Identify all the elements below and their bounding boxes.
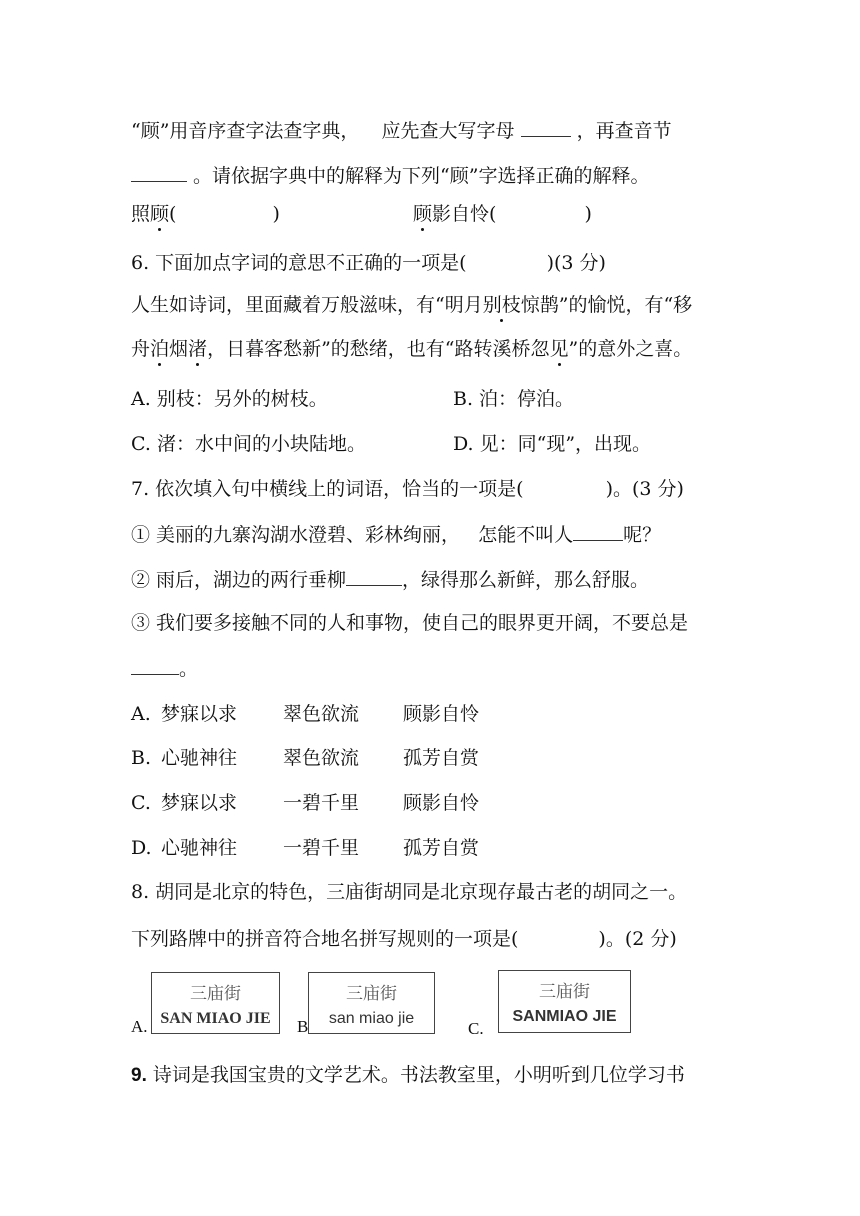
road-sign-b[interactable] (308, 972, 435, 1034)
question-score: )。(2 分) (598, 928, 677, 950)
sentence-text: 呢？ (623, 524, 662, 546)
option-word: 心驰神往 (161, 747, 238, 769)
option-word: 顾影自怜 (403, 792, 480, 814)
passage-text: 烟 (169, 338, 189, 360)
dotted-char: 泊 (150, 338, 170, 360)
option-word: 梦寐以求 (161, 703, 238, 725)
question-score: )(3 分) (546, 252, 606, 274)
paren-close: ) (272, 203, 280, 225)
paren-open: ( (169, 203, 177, 225)
option-word: 孤芳自赏 (403, 747, 480, 769)
option-word: 翠色欲流 (283, 703, 360, 725)
sign-chinese: 三庙街 (539, 982, 590, 1002)
passage-text: 人生如诗词，里面藏着万般滋味，有“明月 (131, 294, 483, 316)
sentence-text: ① 美丽的九寨沟湖水澄碧、彩林绚丽， (131, 524, 461, 546)
passage-text: ，日暮客愁新”的愁绪，也有“路转溪桥忽 (207, 338, 550, 360)
q5-line2 (131, 163, 649, 188)
q8-line2 (131, 927, 677, 951)
q6-option-a[interactable]: A. 别枝：另外的树枝。 (131, 388, 328, 410)
question-score: )。(3 分) (605, 478, 684, 500)
question-number: 9. (131, 1065, 147, 1086)
q7-option-c[interactable] (131, 791, 479, 815)
question-stem: 7. 依次填入句中横线上的词语，恰当的一项是( (131, 478, 524, 500)
dotted-char: 顾 (150, 203, 170, 225)
q5-text: 应先查大写字母 (381, 120, 515, 142)
sentence-text: 怎能不叫人 (478, 524, 574, 546)
option-letter: A. (131, 703, 151, 725)
q5-text: ，再查音节 (576, 120, 672, 142)
road-sign-a[interactable] (151, 972, 280, 1034)
q7-sentence-1 (131, 522, 661, 547)
dotted-char: 见 (549, 338, 569, 360)
q8-option-a-letter: A. (131, 1017, 148, 1036)
q5-text: 影自怜( (432, 203, 497, 225)
sentence-text: ，绿得那么新鲜，那么舒服。 (402, 569, 650, 591)
q9-line1 (131, 1063, 685, 1088)
q8-line1: 8. 胡同是北京的特色，三庙街胡同是北京现存最古老的胡同之一。 (131, 881, 688, 903)
option-word: 孤芳自赏 (403, 837, 480, 859)
option-word: 翠色欲流 (283, 747, 360, 769)
option-word: 顾影自怜 (403, 703, 480, 725)
q6-passage-line1 (131, 293, 692, 317)
passage-text: 惊鹊”的愉悦，有“移 (520, 294, 693, 316)
q5-item2 (413, 202, 592, 226)
dotted-word: 别枝 (482, 294, 521, 316)
answer-blank[interactable] (573, 522, 623, 541)
sign-chinese: 三庙街 (346, 984, 397, 1004)
q6-option-b[interactable]: B. 泊：停泊。 (453, 388, 575, 410)
sign-chinese: 三庙街 (190, 984, 241, 1004)
option-word: 一碧千里 (283, 792, 360, 814)
q7-sentence-3: ③ 我们要多接触不同的人和事物，使自己的眼界更开阔，不要总是 (131, 612, 689, 634)
sign-pinyin: san miao jie (328, 1010, 415, 1027)
option-letter: C. (131, 792, 151, 814)
sentence-text: ② 雨后，湖边的两行垂柳 (131, 569, 347, 591)
q5-text: “顾”用音序查字法查字典， (131, 120, 360, 142)
option-word: 心驰神往 (161, 837, 238, 859)
q7-sentence-3-end (131, 656, 198, 681)
option-word: 一碧千里 (283, 837, 360, 859)
road-sign-c[interactable] (498, 970, 631, 1033)
sign-pinyin: SANMIAO JIE (512, 1008, 617, 1025)
paren-close: ) (584, 203, 592, 225)
q5-items (131, 202, 280, 226)
dotted-char: 渚 (188, 338, 208, 360)
answer-blank[interactable] (521, 118, 571, 137)
q8-option-b-letter: B (297, 1017, 309, 1036)
question-stem: 下列路牌中的拼音符合地名拼写规则的一项是( (131, 928, 519, 950)
q5-text: 照 (131, 203, 151, 225)
answer-blank[interactable] (131, 163, 187, 182)
option-letter: D. (131, 837, 152, 859)
q6-option-c[interactable]: C. 渚：水中间的小块陆地。 (131, 433, 366, 455)
q6-stem (131, 251, 606, 275)
q7-option-b[interactable] (131, 746, 479, 770)
answer-blank[interactable] (346, 567, 402, 586)
q5-text: 。请依据字典中的解释为下列“顾”字选择正确的解释。 (193, 165, 650, 187)
q7-option-a[interactable] (131, 702, 479, 726)
passage-text: ”的意外之喜。 (568, 338, 693, 360)
question-stem: 诗词是我国宝贵的文学艺术。书法教室里，小明听到几位学习书 (152, 1064, 685, 1086)
option-word: 梦寐以求 (161, 792, 238, 814)
question-stem: 6. 下面加点字词的意思不正确的一项是( (131, 252, 467, 274)
q7-stem (131, 477, 684, 501)
q7-option-d[interactable] (131, 836, 479, 860)
q6-option-d[interactable]: D. 见：同“现”，出现。 (453, 433, 652, 455)
q6-passage-line2 (131, 337, 692, 361)
passage-text: 舟 (131, 338, 151, 360)
q5-line1 (131, 118, 672, 143)
q8-option-c-letter: C. (468, 1019, 484, 1038)
q7-sentence-2 (131, 567, 649, 592)
sign-pinyin: SAN MIAO JIE (160, 1010, 271, 1027)
sentence-text: 。 (179, 658, 199, 680)
option-letter: B. (131, 747, 152, 769)
answer-blank[interactable] (131, 656, 179, 675)
dotted-char: 顾 (413, 203, 433, 225)
